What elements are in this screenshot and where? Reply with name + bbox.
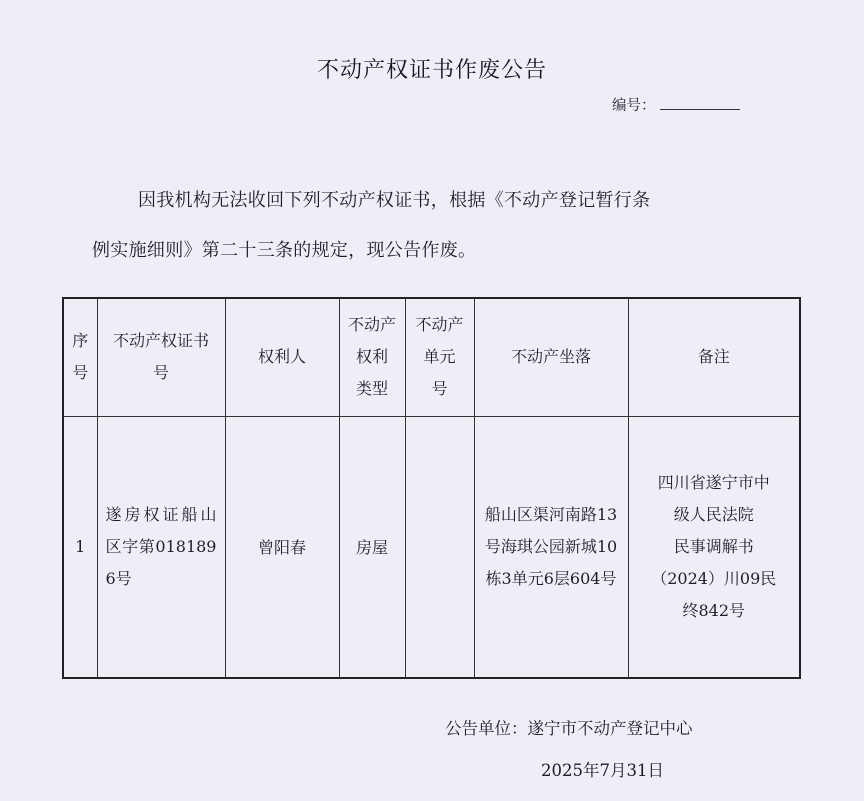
cell-right-type: 房屋 [339, 416, 405, 678]
issue-date: 2025年7月31日 [541, 761, 664, 780]
remark-line: 民事调解书 [673, 536, 754, 556]
header-cert-no-line: 不动产权证书 [112, 331, 209, 351]
header-owner-text: 权利人 [257, 347, 306, 367]
page-title: 不动产权证书作废公告 [316, 58, 547, 83]
notice-body-line-2: 例实施细则》第二十三条的规定，现公告作废。 [92, 240, 477, 261]
notice-body [92, 176, 772, 276]
header-unit-no-line: 号 [431, 379, 448, 399]
document-number-label: 编号： [612, 98, 656, 114]
document-number-blank [660, 95, 740, 110]
cell-remark [628, 416, 800, 678]
header-seq-line: 序 [72, 331, 89, 351]
header-right-type-line: 类型 [355, 379, 388, 399]
cell-seq: 1 [63, 416, 97, 678]
header-cert-no-line: 号 [152, 363, 169, 383]
notice-body-line-1: 因我机构无法收回下列不动产权证书，根据《不动产登记暂行条 [138, 190, 651, 211]
remark-line: （2024）川09民 [651, 568, 777, 588]
remark-line: 级人民法院 [673, 504, 754, 524]
remark-line: 终842号 [682, 600, 746, 620]
table-row [63, 416, 800, 678]
header-cert-no [97, 298, 225, 416]
cell-cert-no-text: 遂房权证船山区字第0181896号 [105, 504, 217, 588]
header-right-type-line: 权利 [355, 347, 388, 367]
issuing-unit: 公告单位：遂宁市不动产登记中心 [445, 719, 693, 738]
header-unit-no-line: 不动产 [415, 315, 464, 335]
remark-line: 四川省遂宁市中 [657, 472, 770, 492]
header-unit-no [405, 298, 474, 416]
document-number [612, 94, 740, 115]
header-location [474, 298, 628, 416]
header-remark [628, 298, 800, 416]
header-right-type-line: 不动产 [347, 315, 396, 335]
table-header-row [63, 298, 800, 416]
header-location-text: 不动产坐落 [510, 347, 591, 367]
cell-location [474, 416, 628, 678]
header-remark-text: 备注 [697, 347, 730, 367]
notice-table [62, 297, 801, 679]
header-right-type [339, 298, 405, 416]
cell-unit-no [405, 416, 474, 678]
cell-remark-text [629, 467, 800, 627]
header-seq-line: 号 [72, 363, 89, 383]
header-seq [63, 298, 97, 416]
header-owner [225, 298, 339, 416]
header-unit-no-line: 单元 [423, 347, 456, 367]
cell-location-text: 船山区渠河南路13号海琪公园新城10栋3单元6层604号 [484, 504, 618, 588]
cell-cert-no [97, 416, 225, 678]
cell-owner: 曾阳春 [225, 416, 339, 678]
